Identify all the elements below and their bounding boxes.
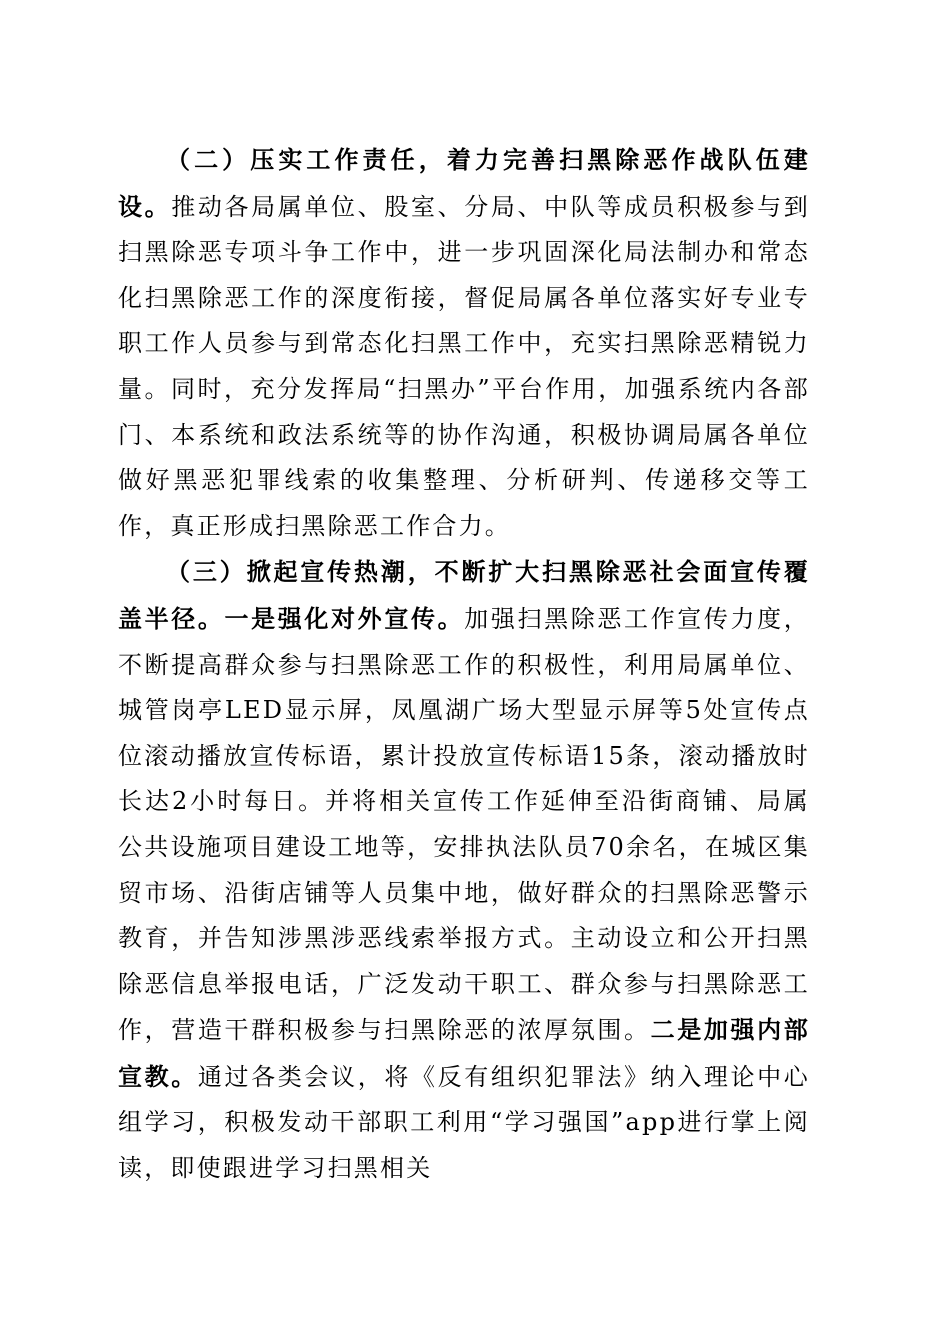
section-heading-3: （三）掀起宣传热潮，不断扩大扫黑除恶社会面宣传覆盖半径。 xyxy=(118,557,810,633)
subheading-internal-education: 二是加强内部宣教。 xyxy=(118,1015,810,1091)
paragraph-2 xyxy=(118,137,810,549)
paragraph-text: 通过各类会议，将《反有组织犯罪法》纳入理论中心组学习，积极发动干部职工利用“学习强国”app进行掌上阅读，即使跟进学习扫黑相关 xyxy=(118,1062,810,1183)
section-heading-2: （二）压实工作责任，着力完善扫黑除恶作战队伍建设。 xyxy=(118,145,810,221)
paragraph-3 xyxy=(118,549,810,1191)
paragraph-text: 加强扫黑除恶工作宣传力度，不断提高群众参与扫黑除恶工作的积极性，利用局属单位、城管岗亭LED显示屏，凤凰湖广场大型显示屏等5处宣传点位滚动播放宣传标语，累计投放宣传标语15条，滚动播放时长达2小时每日。并将相关宣传工作延伸至沿街商铺、局属公共设施项目建设工地等，安排执法队员70余名，在城区集贸市场、沿街店铺等人员集中地，做好群众的扫黑除恶警示教育，并告知涉黑涉恶线索举报方式。主动设立和公开扫黑除恶信息举报电话，广泛发动干职工、群众参与扫黑除恶工作，营造干群积极参与扫黑除恶的浓厚氛围。 xyxy=(118,604,810,1045)
paragraph-text: 推动各局属单位、股室、分局、中队等成员积极参与到扫黑除恶专项斗争工作中，进一步巩固深化局法制办和常态化扫黑除恶工作的深度衔接，督促局属各单位落实好专业专职工作人员参与到常态化扫黑工作中，充实扫黑除恶精锐力量。同时，充分发挥局“扫黑办”平台作用，加强系统内各部门、本系统和政法系统等的协作沟通，积极协调局属各单位做好黑恶犯罪线索的收集整理、分析研判、传递移交等工作，真正形成扫黑除恶工作合力。 xyxy=(118,192,810,540)
document-body xyxy=(118,137,810,1192)
subheading-external-publicity: 一是强化对外宣传。 xyxy=(224,603,465,633)
